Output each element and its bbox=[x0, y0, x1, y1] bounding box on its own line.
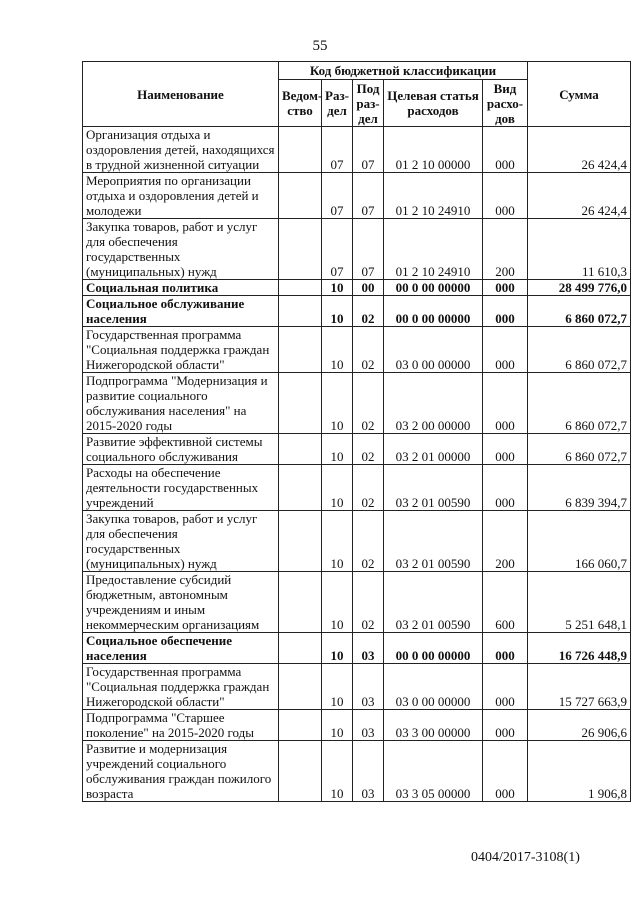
cell-section: 07 bbox=[322, 219, 353, 280]
cell-section: 10 bbox=[322, 572, 353, 633]
cell-section: 10 bbox=[322, 327, 353, 373]
table-body bbox=[83, 127, 631, 802]
cell-department bbox=[279, 219, 322, 280]
cell-name: Социальное обеспечение населения bbox=[83, 633, 279, 664]
cell-sum: 1 906,8 bbox=[528, 741, 631, 802]
cell-sum: 6 860 072,7 bbox=[528, 327, 631, 373]
cell-name: Мероприятия по организации отдыха и оздоровления детей и молодежи bbox=[83, 173, 279, 219]
table-row bbox=[83, 511, 631, 572]
cell-name: Организация отдыха и оздоровления детей, находящихся в трудной жизненной ситуации bbox=[83, 127, 279, 173]
cell-subsection: 07 bbox=[353, 219, 384, 280]
cell-subsection: 07 bbox=[353, 127, 384, 173]
cell-name: Предоставление субсидий бюджетным, автономным учреждениям и иным некоммерческим организациям bbox=[83, 572, 279, 633]
cell-section: 10 bbox=[322, 633, 353, 664]
header-section: Раз-дел bbox=[322, 80, 353, 127]
cell-name: Развитие эффективной системы социального обслуживания bbox=[83, 434, 279, 465]
cell-sum: 28 499 776,0 bbox=[528, 280, 631, 296]
cell-target-item: 00 0 00 00000 bbox=[384, 633, 483, 664]
cell-name: Закупка товаров, работ и услуг для обеспечения государственных (муниципальных) нужд bbox=[83, 219, 279, 280]
cell-department bbox=[279, 465, 322, 511]
cell-target-item: 00 0 00 00000 bbox=[384, 280, 483, 296]
cell-name: Расходы на обеспечение деятельности государственных учреждений bbox=[83, 465, 279, 511]
cell-expense-type: 000 bbox=[483, 173, 528, 219]
header-expense-type: Вид расхо-дов bbox=[483, 80, 528, 127]
cell-target-item: 00 0 00 00000 bbox=[384, 296, 483, 327]
cell-target-item: 01 2 10 24910 bbox=[384, 219, 483, 280]
cell-expense-type: 000 bbox=[483, 296, 528, 327]
cell-department bbox=[279, 373, 322, 434]
table-row bbox=[83, 127, 631, 173]
cell-subsection: 03 bbox=[353, 710, 384, 741]
cell-department bbox=[279, 572, 322, 633]
cell-name: Социальная политика bbox=[83, 280, 279, 296]
cell-department bbox=[279, 511, 322, 572]
cell-name: Подпрограмма "Модернизация и развитие социального обслуживания населения" на 2015-2020 годы bbox=[83, 373, 279, 434]
header-name: Наименование bbox=[83, 62, 279, 127]
cell-department bbox=[279, 327, 322, 373]
cell-target-item: 03 2 01 00590 bbox=[384, 511, 483, 572]
cell-subsection: 02 bbox=[353, 373, 384, 434]
table-row bbox=[83, 327, 631, 373]
table-row bbox=[83, 710, 631, 741]
cell-subsection: 02 bbox=[353, 296, 384, 327]
cell-sum: 6 860 072,7 bbox=[528, 434, 631, 465]
header-sum: Сумма bbox=[528, 62, 631, 127]
cell-name: Подпрограмма "Старшее поколение" на 2015-2020 годы bbox=[83, 710, 279, 741]
cell-sum: 16 726 448,9 bbox=[528, 633, 631, 664]
header-target-item: Целевая статья расходов bbox=[384, 80, 483, 127]
cell-expense-type: 000 bbox=[483, 465, 528, 511]
cell-expense-type: 200 bbox=[483, 511, 528, 572]
cell-target-item: 03 2 01 00590 bbox=[384, 572, 483, 633]
header-subsection: Под раз-дел bbox=[353, 80, 384, 127]
table-row bbox=[83, 664, 631, 710]
cell-target-item: 03 2 00 00000 bbox=[384, 373, 483, 434]
cell-department bbox=[279, 296, 322, 327]
cell-expense-type: 000 bbox=[483, 280, 528, 296]
cell-subsection: 03 bbox=[353, 633, 384, 664]
cell-section: 10 bbox=[322, 664, 353, 710]
cell-section: 07 bbox=[322, 173, 353, 219]
cell-subsection: 02 bbox=[353, 434, 384, 465]
cell-section: 10 bbox=[322, 465, 353, 511]
cell-section: 10 bbox=[322, 296, 353, 327]
table-header bbox=[83, 62, 631, 127]
table-row bbox=[83, 465, 631, 511]
cell-target-item: 03 0 00 00000 bbox=[384, 664, 483, 710]
cell-section: 10 bbox=[322, 710, 353, 741]
cell-department bbox=[279, 664, 322, 710]
cell-target-item: 03 2 01 00590 bbox=[384, 465, 483, 511]
cell-department bbox=[279, 280, 322, 296]
cell-sum: 26 424,4 bbox=[528, 127, 631, 173]
cell-department bbox=[279, 173, 322, 219]
cell-sum: 11 610,3 bbox=[528, 219, 631, 280]
cell-sum: 26 906,6 bbox=[528, 710, 631, 741]
table-row bbox=[83, 434, 631, 465]
cell-name: Закупка товаров, работ и услуг для обеспечения государственных (муниципальных) нужд bbox=[83, 511, 279, 572]
cell-sum: 166 060,7 bbox=[528, 511, 631, 572]
cell-expense-type: 000 bbox=[483, 664, 528, 710]
cell-sum: 6 839 394,7 bbox=[528, 465, 631, 511]
cell-subsection: 03 bbox=[353, 664, 384, 710]
cell-section: 10 bbox=[322, 434, 353, 465]
header-department: Ведом-ство bbox=[279, 80, 322, 127]
cell-target-item: 03 2 01 00000 bbox=[384, 434, 483, 465]
table-row bbox=[83, 296, 631, 327]
cell-section: 10 bbox=[322, 741, 353, 802]
cell-name: Государственная программа "Социальная поддержка граждан Нижегородской области" bbox=[83, 664, 279, 710]
cell-subsection: 03 bbox=[353, 741, 384, 802]
cell-section: 10 bbox=[322, 511, 353, 572]
cell-target-item: 01 2 10 24910 bbox=[384, 173, 483, 219]
table-row bbox=[83, 219, 631, 280]
table-row bbox=[83, 741, 631, 802]
cell-sum: 15 727 663,9 bbox=[528, 664, 631, 710]
table-row bbox=[83, 373, 631, 434]
cell-name: Государственная программа "Социальная поддержка граждан Нижегородской области" bbox=[83, 327, 279, 373]
table-row bbox=[83, 280, 631, 296]
cell-section: 10 bbox=[322, 280, 353, 296]
cell-expense-type: 000 bbox=[483, 373, 528, 434]
cell-expense-type: 200 bbox=[483, 219, 528, 280]
cell-expense-type: 000 bbox=[483, 710, 528, 741]
cell-section: 10 bbox=[322, 373, 353, 434]
cell-target-item: 03 0 00 00000 bbox=[384, 327, 483, 373]
cell-sum: 6 860 072,7 bbox=[528, 296, 631, 327]
cell-subsection: 02 bbox=[353, 511, 384, 572]
table-row bbox=[83, 572, 631, 633]
cell-sum: 26 424,4 bbox=[528, 173, 631, 219]
cell-expense-type: 000 bbox=[483, 127, 528, 173]
budget-table bbox=[82, 61, 631, 802]
cell-expense-type: 000 bbox=[483, 741, 528, 802]
table-row bbox=[83, 633, 631, 664]
cell-sum: 6 860 072,7 bbox=[528, 373, 631, 434]
cell-department bbox=[279, 710, 322, 741]
cell-subsection: 02 bbox=[353, 465, 384, 511]
table-row bbox=[83, 173, 631, 219]
cell-name: Развитие и модернизация учреждений социального обслуживания граждан пожилого возраста bbox=[83, 741, 279, 802]
cell-subsection: 02 bbox=[353, 327, 384, 373]
cell-subsection: 07 bbox=[353, 173, 384, 219]
cell-expense-type: 000 bbox=[483, 434, 528, 465]
cell-target-item: 01 2 10 00000 bbox=[384, 127, 483, 173]
cell-subsection: 00 bbox=[353, 280, 384, 296]
cell-expense-type: 000 bbox=[483, 327, 528, 373]
cell-target-item: 03 3 05 00000 bbox=[384, 741, 483, 802]
cell-expense-type: 600 bbox=[483, 572, 528, 633]
cell-department bbox=[279, 741, 322, 802]
cell-sum: 5 251 648,1 bbox=[528, 572, 631, 633]
cell-department bbox=[279, 434, 322, 465]
cell-expense-type: 000 bbox=[483, 633, 528, 664]
header-classification-code: Код бюджетной классификации bbox=[279, 62, 528, 80]
cell-subsection: 02 bbox=[353, 572, 384, 633]
cell-department bbox=[279, 127, 322, 173]
cell-department bbox=[279, 633, 322, 664]
cell-target-item: 03 3 00 00000 bbox=[384, 710, 483, 741]
cell-name: Социальное обслуживание населения bbox=[83, 296, 279, 327]
document-code: 0404/2017-3108(1) bbox=[471, 850, 580, 865]
cell-section: 07 bbox=[322, 127, 353, 173]
page-number: 55 bbox=[312, 38, 328, 54]
